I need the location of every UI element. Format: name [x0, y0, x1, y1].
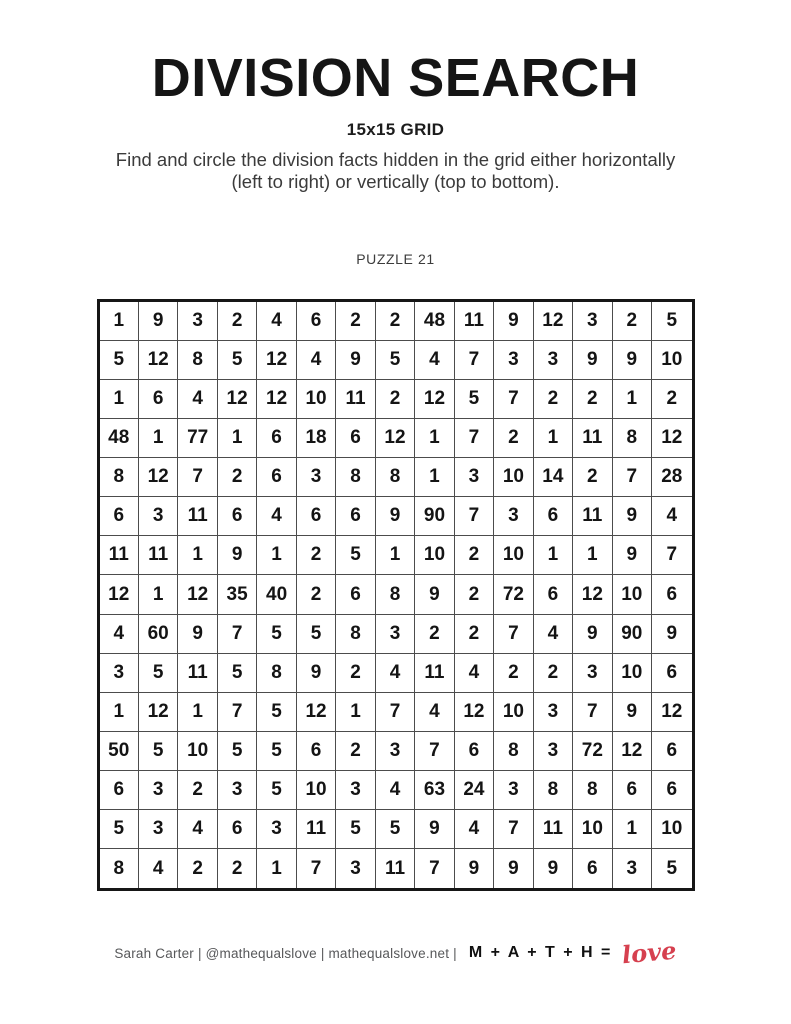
grid-cell[interactable]: 3: [534, 693, 573, 732]
grid-cell[interactable]: 5: [666, 857, 678, 879]
grid-cell[interactable]: 3: [139, 497, 178, 536]
grid-cell[interactable]: 6: [218, 497, 257, 536]
grid-cell[interactable]: 6: [336, 497, 375, 536]
grid-cell[interactable]: 10: [297, 771, 336, 810]
grid-cell[interactable]: 4: [297, 341, 336, 380]
grid-cell[interactable]: 10: [297, 380, 336, 419]
grid-cell[interactable]: 3: [178, 302, 217, 341]
grid-cell[interactable]: 28: [652, 458, 691, 497]
grid-cell[interactable]: 12: [652, 419, 691, 458]
grid-cell[interactable]: 2: [494, 419, 533, 458]
grid-cell[interactable]: 9: [178, 615, 217, 654]
grid-cell[interactable]: 11: [336, 380, 375, 419]
grid-cell[interactable]: 3: [534, 732, 573, 771]
grid-cell[interactable]: 63: [415, 771, 454, 810]
grid-cell[interactable]: 5: [139, 654, 178, 693]
grid-cell[interactable]: 4: [415, 693, 454, 732]
grid-cell[interactable]: 12: [257, 341, 296, 380]
grid-cell[interactable]: 5: [376, 810, 415, 849]
grid-cell[interactable]: 6: [297, 302, 336, 341]
love-script-logo: love: [621, 935, 678, 970]
grid-cell[interactable]: 11: [415, 654, 454, 693]
grid-cell[interactable]: 24: [455, 771, 494, 810]
grid-cell[interactable]: 2: [297, 536, 336, 575]
grid-size-label: 15x15 GRID: [346, 119, 445, 139]
grid-cell[interactable]: 6: [652, 732, 691, 771]
grid-cell[interactable]: 11: [455, 302, 494, 341]
grid-cell[interactable]: 7: [494, 380, 533, 419]
grid-cell[interactable]: 5: [257, 693, 296, 732]
grid-cell[interactable]: 12: [257, 380, 296, 419]
grid-cell[interactable]: 9: [494, 849, 533, 888]
grid-cell[interactable]: 8: [178, 341, 217, 380]
grid-cell[interactable]: 12: [415, 380, 454, 419]
grid-cell[interactable]: 5: [218, 341, 257, 380]
grid-cell[interactable]: 9: [613, 341, 652, 380]
grid-cell[interactable]: 18: [297, 419, 336, 458]
grid-cell[interactable]: 5: [336, 536, 375, 575]
grid-cell[interactable]: 2: [376, 380, 415, 419]
grid-cell[interactable]: 7: [573, 693, 612, 732]
grid-cell[interactable]: 50: [100, 732, 139, 771]
grid-cell[interactable]: 10: [613, 575, 652, 614]
grid-cell[interactable]: 5: [100, 810, 139, 849]
grid-cell[interactable]: 40: [257, 575, 296, 614]
grid-cell[interactable]: 77: [178, 419, 217, 458]
grid-cell[interactable]: 4: [534, 615, 573, 654]
grid-cell[interactable]: 11: [573, 497, 612, 536]
grid-cell[interactable]: 3: [455, 458, 494, 497]
grid-cell[interactable]: 1: [100, 302, 139, 341]
grid-cell[interactable]: 2: [336, 654, 375, 693]
grid-cell[interactable]: 3: [297, 458, 336, 497]
grid-cell[interactable]: 12: [652, 693, 691, 732]
footer: [0, 935, 791, 970]
grid-cell[interactable]: 6: [139, 380, 178, 419]
grid-cell[interactable]: 35: [218, 575, 257, 614]
grid-cell[interactable]: 1: [178, 693, 217, 732]
grid-cell[interactable]: 9: [415, 810, 454, 849]
grid-cell[interactable]: 4: [178, 380, 217, 419]
grid-cell[interactable]: 6: [455, 732, 494, 771]
grid-cell[interactable]: 8: [336, 615, 375, 654]
grid-cell[interactable]: 72: [494, 575, 533, 614]
grid-cell[interactable]: 9: [218, 536, 257, 575]
grid-cell[interactable]: 7: [218, 693, 257, 732]
grid-cell[interactable]: 4: [139, 849, 178, 888]
grid-cell[interactable]: 3: [573, 654, 612, 693]
grid-cell[interactable]: 9: [376, 497, 415, 536]
grid-cell[interactable]: 3: [336, 771, 375, 810]
grid-cell[interactable]: 48: [100, 419, 139, 458]
grid-cell[interactable]: 5: [218, 654, 257, 693]
grid-cell[interactable]: 8: [257, 654, 296, 693]
grid-cell[interactable]: 2: [218, 849, 257, 888]
grid-cell[interactable]: 1: [534, 419, 573, 458]
grid-cell[interactable]: 8: [336, 458, 375, 497]
instructions-line-1: Find and circle the division facts hidden in the grid either horizontally: [115, 148, 676, 170]
grid-cell[interactable]: 6: [100, 497, 139, 536]
grid-cell[interactable]: 1: [336, 693, 375, 732]
grid-cell[interactable]: 6: [613, 771, 652, 810]
grid-cell[interactable]: 7: [218, 615, 257, 654]
grid-cell[interactable]: 6: [652, 575, 691, 614]
grid-cell[interactable]: 3: [257, 810, 296, 849]
grid-cell[interactable]: 2: [652, 380, 691, 419]
grid-cell[interactable]: 9: [652, 615, 691, 654]
grid-cell[interactable]: 2: [534, 654, 573, 693]
puzzle-grid: [97, 299, 695, 891]
grid-cell[interactable]: 7: [415, 732, 454, 771]
grid-cell[interactable]: 1: [218, 419, 257, 458]
grid-cell[interactable]: 4: [100, 615, 139, 654]
grid-cell[interactable]: 5: [297, 615, 336, 654]
grid-cell[interactable]: 9: [494, 302, 533, 341]
grid-cell[interactable]: 10: [494, 693, 533, 732]
grid-cell[interactable]: 12: [178, 575, 217, 614]
grid-cell[interactable]: 5: [455, 380, 494, 419]
grid-cell[interactable]: 12: [376, 419, 415, 458]
grid-cell[interactable]: 14: [534, 458, 573, 497]
grid-cell[interactable]: 3: [100, 654, 139, 693]
grid-cell[interactable]: 90: [613, 615, 652, 654]
grid-cell[interactable]: 8: [613, 419, 652, 458]
grid-cell[interactable]: 12: [100, 575, 139, 614]
grid-cell[interactable]: 6: [534, 575, 573, 614]
grid-cell[interactable]: 6: [534, 497, 573, 536]
grid-cell[interactable]: 1: [178, 536, 217, 575]
grid-cell[interactable]: 2: [336, 732, 375, 771]
grid-cell[interactable]: 9: [415, 575, 454, 614]
grid-cell[interactable]: 5: [257, 771, 296, 810]
grid-cell[interactable]: 1: [257, 536, 296, 575]
grid-cell[interactable]: 9: [455, 849, 494, 888]
grid-cell[interactable]: 1: [139, 575, 178, 614]
page-title: DIVISION SEARCH: [151, 48, 640, 108]
grid-cell[interactable]: 8: [100, 458, 139, 497]
grid-cell[interactable]: 9: [139, 302, 178, 341]
grid-cell[interactable]: 6: [652, 654, 691, 693]
grid-cell[interactable]: 2: [178, 849, 217, 888]
grid-cell[interactable]: 9: [613, 693, 652, 732]
grid-cell[interactable]: 4: [455, 654, 494, 693]
grid-cell[interactable]: 2: [455, 575, 494, 614]
grid-cell[interactable]: 6: [336, 419, 375, 458]
grid-cell[interactable]: 7: [415, 849, 454, 888]
grid-cell[interactable]: 7: [652, 536, 691, 575]
grid-cell[interactable]: 4: [455, 810, 494, 849]
grid-cell[interactable]: 12: [534, 302, 573, 341]
grid-cell[interactable]: 48: [415, 302, 454, 341]
grid-cell[interactable]: 11: [178, 497, 217, 536]
grid-cell[interactable]: 1: [415, 419, 454, 458]
grid-cell[interactable]: 11: [178, 654, 217, 693]
grid-cell[interactable]: 8: [494, 732, 533, 771]
grid-cell[interactable]: 5: [257, 732, 296, 771]
grid-cell[interactable]: 4: [376, 771, 415, 810]
grid-cell[interactable]: 2: [534, 380, 573, 419]
grid-cell[interactable]: 5: [257, 615, 296, 654]
grid-cell[interactable]: 60: [139, 615, 178, 654]
grid-cell[interactable]: 3: [613, 849, 652, 888]
grid-cell[interactable]: 2: [297, 575, 336, 614]
grid-cell[interactable]: 10: [494, 536, 533, 575]
grid-cell[interactable]: 3: [573, 302, 612, 341]
grid-cell[interactable]: 1: [100, 693, 139, 732]
credit-text: Sarah Carter | @mathequalslove | mathequalslove.net |: [114, 945, 457, 961]
puzzle-number-label: PUZZLE 21: [356, 250, 435, 267]
grid-cell[interactable]: 3: [139, 771, 178, 810]
grid-cell[interactable]: 11: [297, 810, 336, 849]
grid-cell[interactable]: 10: [652, 810, 691, 849]
grid-cell[interactable]: 10: [178, 732, 217, 771]
grid-cell[interactable]: 2: [376, 302, 415, 341]
grid-cell[interactable]: 5: [218, 732, 257, 771]
instructions-line-2: (left to right) or vertically (top to bottom).: [231, 171, 560, 193]
grid-cell[interactable]: 6: [257, 458, 296, 497]
grid-cell[interactable]: 9: [573, 615, 612, 654]
grid-cell[interactable]: 12: [218, 380, 257, 419]
grid-cell[interactable]: 4: [178, 810, 217, 849]
grid-cell[interactable]: 2: [455, 536, 494, 575]
grid-cell[interactable]: 10: [652, 341, 691, 380]
grid-cell[interactable]: 4: [376, 654, 415, 693]
grid-cell[interactable]: 9: [336, 341, 375, 380]
grid-cell[interactable]: 6: [257, 419, 296, 458]
grid-cell[interactable]: 2: [613, 302, 652, 341]
grid-cell[interactable]: 4: [652, 497, 691, 536]
grid-cell[interactable]: 6: [652, 771, 691, 810]
grid-cell[interactable]: 6: [297, 497, 336, 536]
grid-cell[interactable]: 6: [297, 732, 336, 771]
grid-cell[interactable]: 2: [218, 458, 257, 497]
grid-cell[interactable]: 1: [257, 849, 296, 888]
grid-cell[interactable]: 2: [573, 380, 612, 419]
grid-cell[interactable]: 5: [652, 302, 691, 341]
grid-cell[interactable]: 1: [100, 380, 139, 419]
grid-cell[interactable]: 1: [534, 536, 573, 575]
grid-cell[interactable]: 1: [573, 536, 612, 575]
grid-cell[interactable]: 3: [494, 497, 533, 536]
grid-cell[interactable]: 9: [573, 341, 612, 380]
grid-cell[interactable]: 3: [218, 771, 257, 810]
grid-cell[interactable]: 11: [573, 419, 612, 458]
grid-cell[interactable]: 2: [494, 654, 533, 693]
grid-cell[interactable]: 6: [100, 771, 139, 810]
grid-cell[interactable]: 12: [455, 693, 494, 732]
grid-cell[interactable]: 9: [534, 849, 573, 888]
grid-cell[interactable]: 2: [178, 771, 217, 810]
grid-cell[interactable]: 7: [494, 810, 533, 849]
grid-cell[interactable]: 3: [534, 341, 573, 380]
grid-cell[interactable]: 72: [573, 732, 612, 771]
grid-cell[interactable]: 7: [455, 497, 494, 536]
grid-cell[interactable]: 5: [100, 341, 139, 380]
grid-cell[interactable]: 11: [100, 536, 139, 575]
grid-cell[interactable]: 1: [139, 419, 178, 458]
grid-cell[interactable]: 7: [455, 419, 494, 458]
grid-cell[interactable]: 5: [139, 732, 178, 771]
grid-cell[interactable]: 3: [376, 732, 415, 771]
grid-cell[interactable]: 1: [376, 536, 415, 575]
grid-cell[interactable]: 8: [573, 771, 612, 810]
grid-cell[interactable]: 90: [415, 497, 454, 536]
grid-cell[interactable]: 8: [534, 771, 573, 810]
grid-cell[interactable]: 10: [613, 654, 652, 693]
grid-cell[interactable]: 2: [218, 302, 257, 341]
grid-cell[interactable]: 6: [218, 810, 257, 849]
grid-cell[interactable]: 8: [100, 849, 139, 888]
grid-cell[interactable]: 12: [139, 693, 178, 732]
grid-cell[interactable]: 3: [139, 810, 178, 849]
grid-cell[interactable]: 1: [613, 380, 652, 419]
grid-cell[interactable]: 1: [415, 458, 454, 497]
grid-cell[interactable]: 7: [297, 849, 336, 888]
grid-cell[interactable]: 8: [376, 575, 415, 614]
grid-cell[interactable]: 2: [573, 458, 612, 497]
grid-cell[interactable]: 5: [376, 341, 415, 380]
grid-cell[interactable]: 2: [415, 615, 454, 654]
grid-cell[interactable]: 6: [336, 575, 375, 614]
grid-cell[interactable]: 11: [534, 810, 573, 849]
grid-cell[interactable]: 7: [376, 693, 415, 732]
grid-cell[interactable]: 10: [415, 536, 454, 575]
grid-cell[interactable]: 1: [613, 810, 652, 849]
grid-cell[interactable]: 12: [139, 458, 178, 497]
grid-cell[interactable]: 11: [139, 536, 178, 575]
grid-cell[interactable]: 7: [455, 341, 494, 380]
grid-cell[interactable]: 12: [139, 341, 178, 380]
grid-cell[interactable]: 7: [494, 615, 533, 654]
grid-cell[interactable]: 6: [573, 849, 612, 888]
grid-cell[interactable]: 3: [494, 341, 533, 380]
grid-cell[interactable]: 12: [613, 732, 652, 771]
grid-cell[interactable]: 3: [376, 615, 415, 654]
grid-cell[interactable]: 4: [257, 302, 296, 341]
grid-cell[interactable]: 8: [376, 458, 415, 497]
grid-cell[interactable]: 12: [297, 693, 336, 732]
grid-cell[interactable]: 3: [336, 849, 375, 888]
grid-cell[interactable]: 7: [178, 458, 217, 497]
grid-cell[interactable]: 9: [613, 536, 652, 575]
grid-cell[interactable]: 2: [336, 302, 375, 341]
brand-math-text: M + A + T + H =: [468, 944, 613, 962]
grid-cell[interactable]: 4: [415, 341, 454, 380]
instructions: [66, 149, 726, 194]
grid-cell[interactable]: 9: [613, 497, 652, 536]
grid-cell[interactable]: 2: [455, 615, 494, 654]
grid-cell[interactable]: 7: [613, 458, 652, 497]
grid-cell[interactable]: 10: [494, 458, 533, 497]
grid-cell[interactable]: 10: [573, 810, 612, 849]
grid-cell[interactable]: 3: [494, 771, 533, 810]
grid-cell[interactable]: 12: [573, 575, 612, 614]
grid-cell[interactable]: 5: [336, 810, 375, 849]
grid-cell[interactable]: 11: [376, 849, 415, 888]
grid-cell[interactable]: 9: [297, 654, 336, 693]
grid-cell[interactable]: 4: [257, 497, 296, 536]
